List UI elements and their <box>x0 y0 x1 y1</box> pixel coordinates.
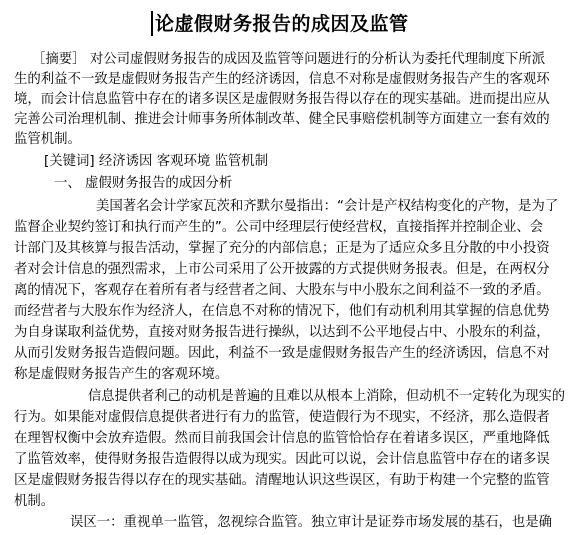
paragraph-1-line-5: 离的情况下，客观存在着所有者与经营者之间、大股东与中小股东之间利益不一致的矛盾。 <box>14 283 550 298</box>
document-title: 论虚假财务报告的成因及监管 <box>155 13 409 35</box>
paragraph-1-line-9: 称是虚假财务报告产生的客观环境。 <box>14 367 229 382</box>
abstract-line-4: 完善公司治理机制、推进会计师事务所体制改革、健全民事赔偿机制等方面建立一套有效的 <box>14 112 550 127</box>
paragraph-2-line-2: 行为。如果能对虚假信息提供者进行有力的监管，使造假行为不现实，不经济，那么造假者 <box>14 410 550 425</box>
paragraph-1-line-7: 为自身谋取利益优势，直接对财务报告进行操纵，以达到不公平地侵占中、小股东的利益， <box>14 325 550 340</box>
paragraph-2-line-3: 在理智权衡中会放弃造假。然而目前我国会计信息的监管恰恰存在着诸多误区，严重地降低 <box>14 431 550 446</box>
abstract-line-3: 境，而会计信息监管中存在的诸多误区是虚假财务报告得以存在的现实基础。进而提出应从 <box>14 92 550 107</box>
paragraph-1-line-4: 者对会计信息的强烈需求，上市公司采用了公开披露的方式提供财务报表。但是，在两权分 <box>14 262 550 277</box>
paragraph-2-line-4: 了监管效率，使得财务报告造假得以成为现实。因此可以说，会计信息监管中存在的诸多误 <box>14 452 550 467</box>
paragraph-1-line-6: 而经营者与大股东作为经济人，在信息不对称的情况下，他们有动机利用其掌握的信息优势 <box>14 304 550 319</box>
abstract-line-2: 生的利益不一致是虚假财务报告产生的经济诱因，信息不对称是虚假财务报告产生的客观环 <box>14 72 550 87</box>
section-heading: 一、 虚假财务报告的成因分析 <box>54 176 233 191</box>
text-cursor <box>151 11 153 36</box>
keywords-line: [关键词] 经济诱因 客观环境 监管机制 <box>44 154 269 169</box>
abstract-line-1: ［摘要］ 对公司虚假财务报告的成因及监管等问题进行的分析认为委托代理制度下所派 <box>32 52 546 67</box>
paragraph-2-line-1: 信息提供者利己的动机是普遍的且难以从根本上消除，但动机不一定转化为现实的 <box>88 389 566 404</box>
abstract-line-5: 监管机制。 <box>14 132 81 147</box>
paragraph-3-line-1: 误区一：重视单一监管，忽视综合监管。独立审计是证券市场发展的基石，也是确 <box>70 515 553 530</box>
paragraph-2-line-5: 区是虚假财务报告得以存在的现实基础。清醒地认识这些误区，有助于构建一个完整的监管 <box>14 473 550 488</box>
paragraph-1-line-1: 美国著名会计学家瓦茨和齐默尔曼指出：“会计是产权结构变化的产物，是为了 <box>96 199 559 214</box>
paragraph-1-line-2: 监督企业契约签订和执行而产生的”。公司中经理层行使经营权，直接指挥并控制企业、会 <box>14 220 544 235</box>
paragraph-2-line-6: 机制。 <box>14 494 55 509</box>
paragraph-1-line-3: 计部门及其核算与报告活动，掌握了充分的内部信息；正是为了适应众多且分散的中小投资 <box>14 241 550 256</box>
paragraph-1-line-8: 从而引发财务报告造假问题。因此，利益不一致是虚假财务报告产生的经济诱因，信息不对 <box>14 346 550 361</box>
